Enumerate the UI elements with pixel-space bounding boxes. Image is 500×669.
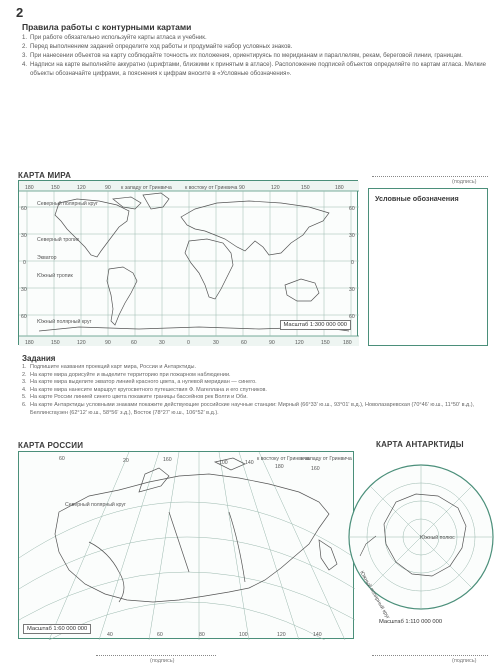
tick-label: 140 — [245, 460, 254, 466]
east-label: к востоку от Гринвича — [185, 185, 238, 191]
tick-label: 20 — [123, 458, 129, 464]
lat-label: 0 — [351, 260, 354, 266]
tick-label: 150 — [321, 340, 330, 346]
antarctica-map-scale: Масштаб 1:110 000 000 — [379, 619, 443, 625]
legend-title: Условные обозначения — [375, 194, 459, 203]
arctic-circle-label: Северный полярный круг — [37, 201, 98, 207]
rule-item: 3. При нанесении объектов на карту соблюдайте точность их положения, ориентируясь по меридианам и параллелям, рекам, береговой линии, границам. — [22, 52, 463, 59]
tick-label: 60 — [131, 340, 137, 346]
tick-label: 160 — [163, 457, 172, 463]
russia-map-canvas — [19, 452, 355, 640]
tick-label: 90 — [239, 185, 245, 191]
lat-label: 60 — [21, 206, 27, 212]
tick-label: 60 — [59, 456, 65, 462]
signature-line-bottom-right — [372, 655, 488, 656]
rule-item: 1. При работе обязательно используйте карты атласа и учебник. — [22, 34, 207, 41]
rules-list — [22, 34, 490, 79]
tick-label: 180 — [25, 340, 34, 346]
signature-label-bottom-right: (подпись) — [452, 658, 477, 664]
signature-line — [372, 176, 488, 177]
antarctica-map-canvas — [346, 452, 496, 634]
south-pole-label: Южный полюс — [420, 535, 455, 541]
russia-map — [18, 451, 354, 639]
tick-label: 120 — [77, 340, 86, 346]
tropic-cancer-label: Северный тропик — [37, 237, 80, 243]
lat-label: 60 — [21, 314, 27, 320]
signature-line-bottom — [96, 655, 216, 656]
tick-label: 150 — [301, 185, 310, 191]
west-label: к западу от Гринвича — [121, 185, 172, 191]
rules-title: Правила работы с контурными картами — [22, 22, 192, 32]
lat-label: 30 — [21, 287, 27, 293]
task-item: 5. На карте России линией синего цвета покажите границы бассейнов рек Волги и Оби. — [22, 394, 248, 401]
tick-label: 180 — [25, 185, 34, 191]
tick-label: 30 — [159, 340, 165, 346]
arctic-circle-label: Северный полярный круг — [65, 502, 126, 508]
world-map — [18, 180, 358, 345]
task-item: 6. На карте Антарктиды условными знаками покажите действующие российские научные станции: Мирный (66°33' ю.ш., 93°01' в.д.), Новолазаревская (70°46' ю.ш., 11°50' в.д.), Беллинсгаузен (62°12' ю.ш., 58°56' з.д.), Восток (78°27' ю.ш., 106°52' в.д.). — [22, 401, 475, 416]
tick-label: 90 — [105, 340, 111, 346]
signature-label: (подпись) — [452, 179, 477, 185]
signature-label-bottom: (подпись) — [150, 658, 175, 664]
tropic-capricorn-label: Южный тропик — [37, 273, 73, 279]
legend-box — [368, 188, 488, 346]
rule-item: 2. Перед выполнением заданий определите ход работы и продумайте набор условных знаков. — [22, 43, 293, 50]
lat-label: 30 — [349, 233, 355, 239]
tasks-title: Задания — [22, 354, 56, 363]
task-item: 4. На карте мира нанесите маршрут кругосветного путешествия Ф. Магеллана и его спутников. — [22, 386, 267, 393]
page-number: 2 — [16, 5, 24, 20]
rule-item: 4. Надписи на карте выполняйте аккуратно (шрифтами, близкими к принятым в атласе). Расположение подписей объектов определяйте по картам атласа. Мелкие объекты обозначайте цифрами, а пояснения к цифрам вносите в «Условные обозначения». — [22, 61, 487, 77]
east-label: к востоку от Гринвича — [257, 456, 310, 462]
lat-label: 0 — [23, 260, 26, 266]
antarctic-circle-label: Южный полярный круг — [37, 319, 92, 325]
west-label: к западу от Гринвича — [301, 456, 352, 462]
antarctica-map-title: КАРТА АНТАРКТИДЫ — [376, 440, 464, 449]
lat-label: 30 — [21, 233, 27, 239]
tick-label: 120 — [295, 340, 304, 346]
tick-label: 90 — [269, 340, 275, 346]
tick-label: 30 — [213, 340, 219, 346]
tick-label: 60 — [157, 632, 163, 638]
tick-label: 0 — [187, 340, 190, 346]
russia-map-title: КАРТА РОССИИ — [18, 441, 84, 450]
tick-label: 180 — [343, 340, 352, 346]
tick-label: 80 — [199, 632, 205, 638]
tick-label: 90 — [105, 185, 111, 191]
task-item: 3. На карте мира выделите экватор линией красного цвета, а нулевой меридиан — синего. — [22, 379, 257, 386]
world-map-title: КАРТА МИРА — [18, 171, 72, 180]
tick-label: 180 — [275, 464, 284, 470]
tick-label: 60 — [241, 340, 247, 346]
tick-label: 140 — [313, 632, 322, 638]
tick-label: 120 — [271, 185, 280, 191]
task-item: 2. На карте мира дорисуйте и выделите территорию при пожарном наблюдении. — [22, 371, 231, 378]
tick-label: 120 — [77, 185, 86, 191]
world-map-scale: Масштаб 1:300 000 000 — [280, 320, 351, 330]
tick-label: 180 — [335, 185, 344, 191]
tick-label: 160 — [311, 466, 320, 472]
antarctic-circle-label: Южный полярный круг — [358, 570, 391, 621]
tick-label: 40 — [107, 632, 113, 638]
tick-label: 120 — [277, 632, 286, 638]
tick-label: 100 — [239, 632, 248, 638]
tasks-list — [22, 364, 490, 417]
tick-label: 100 — [219, 460, 228, 466]
russia-map-scale: Масштаб 1:60 000 000 — [23, 624, 91, 634]
tick-label: 150 — [51, 340, 60, 346]
tick-label: 150 — [51, 185, 60, 191]
antarctica-map — [346, 452, 496, 634]
lat-label: 30 — [349, 287, 355, 293]
task-item: 1. Подпишите названия проекций карт мира, России и Антарктиды. — [22, 364, 197, 370]
lat-label: 60 — [349, 314, 355, 320]
equator-label: Экватор — [37, 255, 57, 261]
lat-label: 60 — [349, 206, 355, 212]
